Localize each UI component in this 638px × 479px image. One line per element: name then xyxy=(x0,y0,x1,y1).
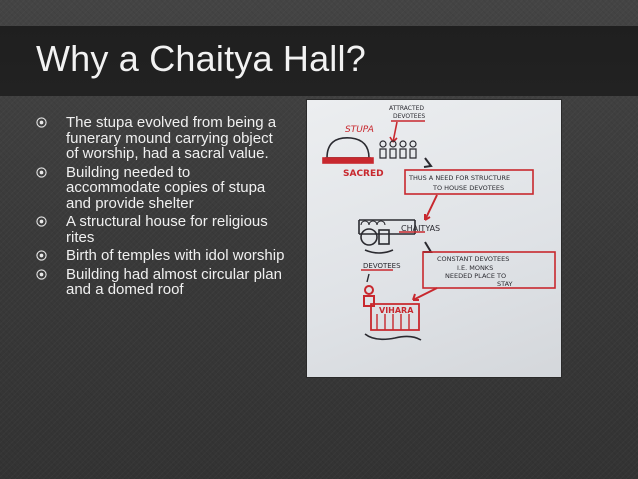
bullet-list xyxy=(36,115,286,301)
target-bullet-icon xyxy=(36,167,47,178)
bullet-text: Birth of temples with idol worship xyxy=(66,247,285,264)
bullet-item xyxy=(36,214,286,245)
sketch-label-sacred: SACRED xyxy=(343,169,384,179)
sketch-label-devotees-left: DEVOTEES xyxy=(363,262,401,270)
bullet-item xyxy=(36,267,286,298)
target-bullet-icon xyxy=(36,117,47,128)
target-bullet-icon xyxy=(36,216,47,227)
sketch-diagram xyxy=(307,100,561,377)
sketch-label-constant4: STAY xyxy=(497,280,513,288)
sketch-label-constant3: NEEDED PLACE TO xyxy=(445,272,507,280)
bullet-text: A structural house for religious rites xyxy=(66,213,268,246)
target-bullet-icon xyxy=(36,250,47,261)
sketch-label-constant2: I.E. MONKS xyxy=(457,264,494,272)
sketch-label-vihara: VIHARA xyxy=(379,306,414,315)
slide-title: Why a Chaitya Hall? xyxy=(36,38,366,79)
sketch-label-constant1: CONSTANT DEVOTEES xyxy=(437,255,510,263)
target-bullet-icon xyxy=(36,269,47,280)
bullet-item xyxy=(36,165,286,212)
bullet-item xyxy=(36,115,286,162)
sketch-label-stupa: STUPA xyxy=(345,125,374,135)
sketch-label-attracted: ATTRACTED xyxy=(389,105,425,112)
sketch-label-need2: TO HOUSE DEVOTEES xyxy=(433,184,505,192)
sketch-label-need1: THUS A NEED FOR STRUCTURE xyxy=(409,174,511,182)
bullet-text: The stupa evolved from being a funerary mound carrying object of worship, had a sacral value. xyxy=(66,114,277,162)
bullet-text: Building needed to accommodate copies of stupa and provide shelter xyxy=(66,163,266,212)
bullet-item xyxy=(36,248,286,264)
sketch-label-devotees-top: DEVOTEES xyxy=(393,113,426,120)
sketch-label-chaityas: CHAITYAS xyxy=(401,224,441,233)
sketch-photo xyxy=(307,100,561,377)
bullet-text: Building had almost circular plan and a domed roof xyxy=(66,265,282,298)
